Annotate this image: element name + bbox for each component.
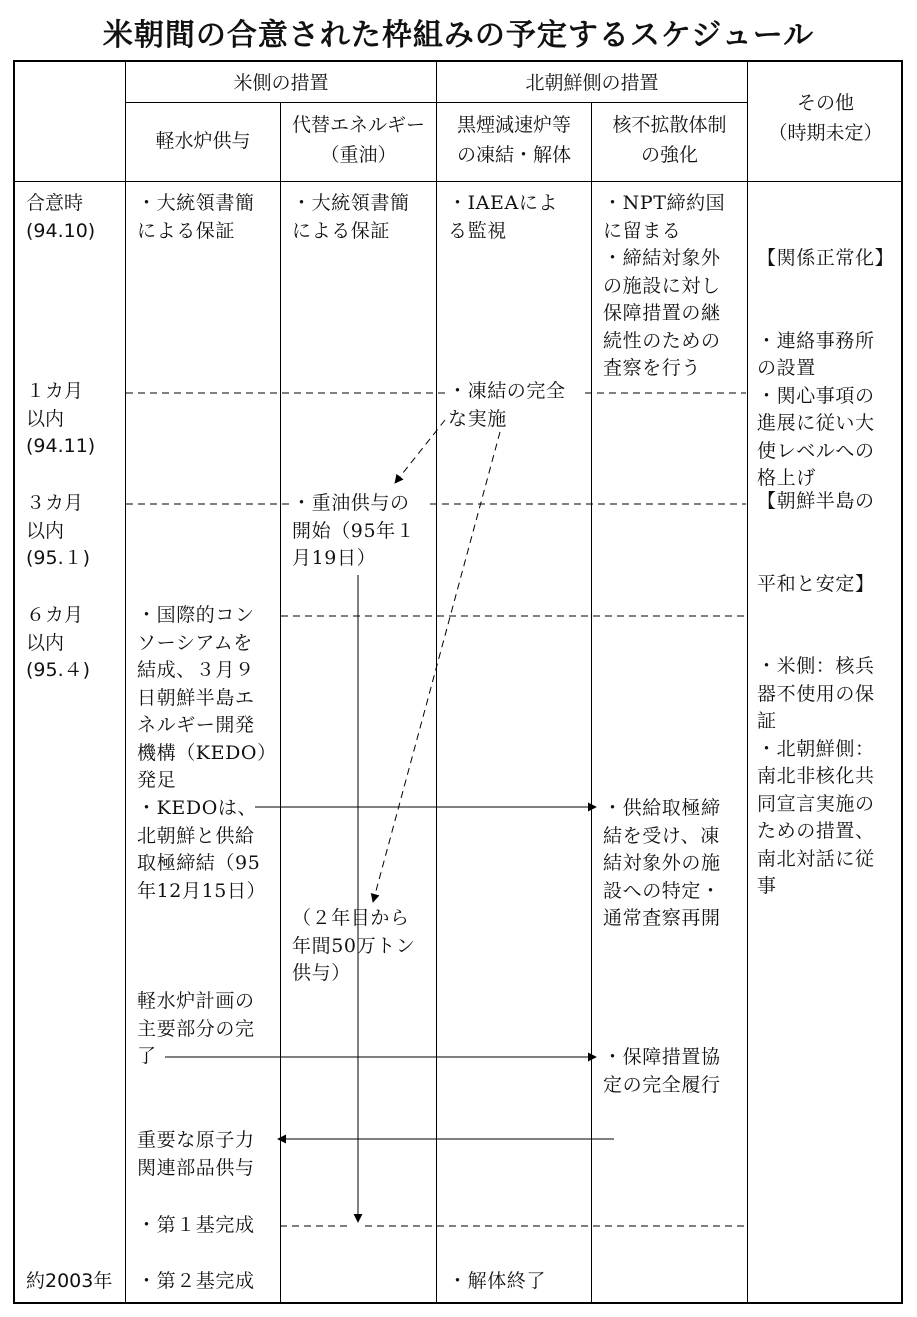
npt-safeguards: ・保障措置協 定の完全履行	[603, 1046, 721, 1096]
alt-annual-supply: （２年目から 年間50万トン 供与）	[292, 907, 416, 984]
npt-inspection: ・供給取極締 結を受け、凍 結対象外の施 設への特定・ 通常査察再開	[603, 797, 721, 929]
header-nk-measures: 北朝鮮側の措置	[525, 72, 659, 94]
alt-guarantee: ・大統領書簡 による保証	[292, 192, 410, 242]
graphite-iaea: ・IAEAによ る監視	[448, 192, 559, 242]
header-us-measures: 米側の措置	[233, 72, 329, 94]
header-lwr: 軽水炉供与	[155, 130, 251, 152]
npt-remain: ・NPT締約国 に留まる ・締結対象外 の施設に対し 保障措置の継 続性のための 査察を行う	[603, 192, 726, 379]
lwr-consortium: ・国際的コン ソーシアムを 結成、３月９ 日朝鮮半島エ ネルギー開発 機構（KEDO） 発足	[137, 604, 277, 791]
header-alt-energy: 代替エネルギー （重油）	[291, 114, 425, 166]
other-peace-heading: 【朝鮮半島の	[757, 490, 875, 512]
lwr-first-unit: ・第１基完成	[137, 1214, 255, 1236]
lwr-kedo-agreement: ・KEDOは、 北朝鮮と供給 取極締結（95 年12月15日）	[137, 797, 267, 902]
graphite-freeze: ・凍結の完全 な実施	[448, 380, 566, 430]
lwr-second-unit: ・第２基完成	[137, 1270, 255, 1292]
time-3-months: ３カ月 以内 (95.１)	[26, 492, 91, 569]
time-6-months: ６カ月 以内 (95.４)	[26, 604, 91, 681]
page-title: 米朝間の合意された枠組みの予定するスケジュール	[102, 18, 815, 53]
lwr-main-part: 軽水炉計画の 主要部分の完 了	[137, 990, 255, 1067]
header-graphite: 黒煙減速炉等 の凍結・解体	[456, 114, 571, 166]
alt-oil-start: ・重油供与の 開始（95年１ 月19日）	[292, 492, 416, 569]
time-2003: 約2003年	[26, 1270, 113, 1292]
header-other: その他 （時期未定）	[768, 92, 883, 144]
time-1-month: １カ月 以内 (94.11)	[26, 380, 96, 457]
other-normalization-heading: 【関係正常化】	[757, 247, 895, 269]
lwr-guarantee: ・大統領書簡 による保証	[137, 192, 255, 242]
lwr-nuclear-parts: 重要な原子力 関連部品供与	[137, 1129, 255, 1179]
graphite-dismantle: ・解体終了	[448, 1270, 547, 1292]
other-peace: 【朝鮮半島の 平和と安定】 ・米側：核兵 器不使用の保 証 ・北朝鮮側： 南北非核化共 同宣言実施の ための措置、 南北対話に従 事	[757, 490, 875, 897]
arrow-freeze-to-annual	[373, 432, 500, 902]
arrow-freeze-to-oil	[395, 420, 445, 483]
header-npt: 核不拡散体制 の強化	[612, 114, 727, 166]
time-agreement: 合意時 (94.10)	[26, 192, 96, 242]
other-normalization: 【関係正常化】 ・連絡事務所 の設置 ・関心事項の 進展に従い大 使レベルへの 格上げ	[757, 247, 895, 489]
